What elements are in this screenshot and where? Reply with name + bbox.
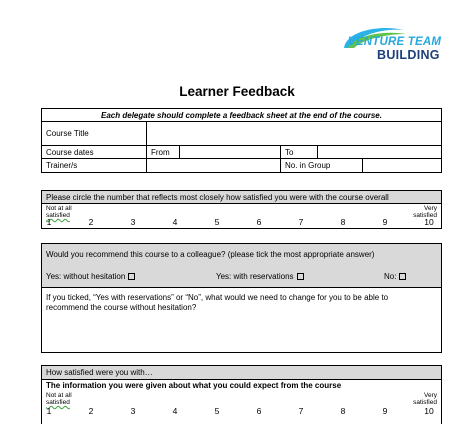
section2-scale [42, 391, 441, 417]
to-field[interactable] [317, 146, 441, 158]
section2-option-8[interactable]: 8 [340, 406, 346, 416]
section2-option-9[interactable]: 9 [382, 406, 388, 416]
satisfaction-prompt-row [42, 191, 441, 204]
course-title-label: Course Title [46, 129, 89, 138]
satisfaction-prompt: Please circle the number that reflects most closely how satisfied you were with the course overall [46, 192, 389, 202]
followup-line1: If you ticked, “Yes with reservations” or “No”, what would we need to change for you to be able to [46, 293, 389, 302]
checkbox-no[interactable] [399, 273, 406, 280]
scale-option-10[interactable]: 10 [424, 217, 434, 227]
satisfaction-scale [42, 204, 441, 228]
section2-item1: The information you were given about what you could expect from the course [46, 381, 342, 390]
scale-option-4[interactable]: 4 [172, 217, 178, 227]
section2-option-3[interactable]: 3 [130, 406, 136, 416]
trainers-label: Trainer/s [46, 161, 78, 170]
instruction-text: Each delegate should complete a feedback sheet at the end of the course. [101, 110, 382, 120]
from-field[interactable] [179, 146, 280, 158]
checkbox-yes-without[interactable] [128, 273, 135, 280]
course-details-table [41, 108, 442, 173]
page-title: Learner Feedback [179, 84, 295, 99]
course-title-field[interactable] [146, 122, 441, 145]
logo-line2: BUILDING [377, 48, 440, 62]
scale-option-8[interactable]: 8 [340, 217, 346, 227]
option-no[interactable] [384, 272, 406, 281]
recommend-question-block [42, 244, 441, 288]
option-yes-with-label: Yes: with reservations [216, 272, 294, 281]
recommend-table [41, 243, 442, 353]
logo-line1: VENTURE TEAM [348, 36, 442, 48]
section2-item1-row [42, 380, 441, 391]
recommend-question-text: Would you recommend this course to a colleague? (please tick the most appropriate answer) [46, 250, 375, 259]
course-dates-row [42, 146, 441, 159]
section2-low-label [46, 392, 72, 406]
section2-heading: How satisfied were you with… [46, 368, 153, 377]
scale-option-3[interactable]: 3 [130, 217, 136, 227]
scale-low-label-line1: Not at all [46, 205, 72, 212]
scale-option-6[interactable]: 6 [256, 217, 262, 227]
scale-low-label-line2: satisfied [46, 212, 70, 219]
section2-high-label-line1: Very [423, 392, 437, 399]
scale-option-5[interactable]: 5 [214, 217, 220, 227]
checkbox-yes-with[interactable] [297, 273, 304, 280]
venture-team-logo [336, 22, 446, 64]
scale-option-2[interactable]: 2 [88, 217, 94, 227]
scale-option-1[interactable]: 1 [46, 217, 52, 227]
section2-heading-row [42, 366, 441, 380]
to-label: To [280, 146, 317, 158]
scale-high-label-line1: Very [423, 205, 437, 212]
section2-option-4[interactable]: 4 [172, 406, 178, 416]
from-label: From [146, 146, 179, 158]
course-title-row [42, 122, 441, 146]
scale-high-label-line2: satisfied [413, 212, 437, 219]
trainers-field[interactable] [146, 159, 280, 172]
section2-option-5[interactable]: 5 [214, 406, 220, 416]
section2-low-label-line1: Not at all [46, 392, 72, 399]
option-no-label: No: [384, 272, 397, 281]
section2-option-1[interactable]: 1 [46, 406, 52, 416]
no-in-group-label: No. in Group [280, 159, 362, 172]
course-dates-label: Course dates [46, 147, 94, 157]
section2-option-2[interactable]: 2 [88, 406, 94, 416]
satisfaction-details-table [41, 365, 442, 424]
section2-high-label-line2: satisfied [413, 399, 437, 406]
recommend-followup-block[interactable] [42, 288, 441, 352]
option-yes-without-label: Yes: without hesitation [46, 272, 126, 281]
section2-high-label [413, 392, 437, 406]
instruction-row [42, 109, 441, 122]
option-yes-without-hesitation[interactable] [46, 272, 135, 281]
scale-option-7[interactable]: 7 [298, 217, 304, 227]
trainers-row [42, 159, 441, 172]
no-in-group-field[interactable] [362, 159, 441, 172]
section2-option-6[interactable]: 6 [256, 406, 262, 416]
section2-low-label-line2: satisfied [46, 399, 70, 406]
followup-line2: recommend the course without hesitation? [46, 303, 197, 312]
recommend-question [46, 250, 374, 259]
section2-option-7[interactable]: 7 [298, 406, 304, 416]
scale-option-9[interactable]: 9 [382, 217, 388, 227]
option-yes-with-reservations[interactable] [216, 272, 304, 281]
section2-option-10[interactable]: 10 [424, 406, 434, 416]
overall-satisfaction-table [41, 190, 442, 229]
